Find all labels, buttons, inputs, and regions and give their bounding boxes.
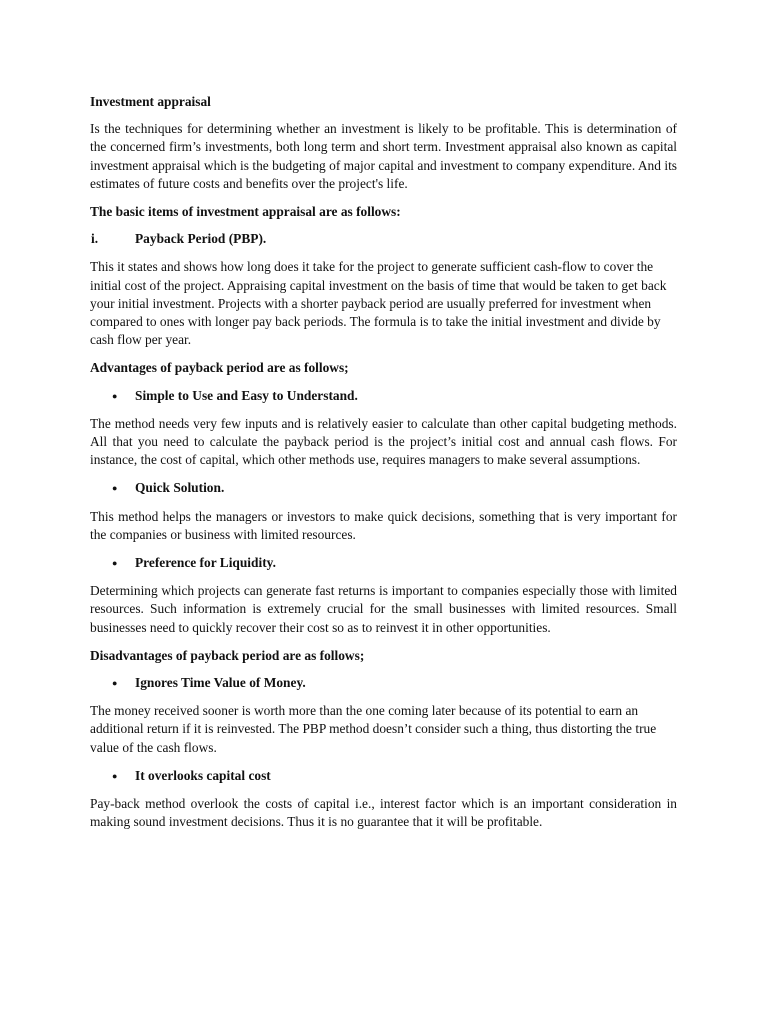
- basic-items-heading: The basic items of investment appraisal are as follows:: [90, 204, 401, 220]
- advantage-bullet-liquidity: [90, 554, 677, 572]
- document-page: [90, 93, 677, 842]
- bullet-title: Ignores Time Value of Money.: [135, 675, 306, 691]
- bullet-title: Quick Solution.: [135, 480, 225, 496]
- bullet-title: Simple to Use and Easy to Understand.: [135, 387, 358, 403]
- advantage-paragraph-liquidity: Determining which projects can generate fast returns is important to companies especially those with limited resources. Such information is extremely crucial for the small businesses with limited resources. Small businesses need to quickly recover their cost so as to reinvest it in other opportunities.: [90, 583, 677, 635]
- bullet-icon: ●: [112, 678, 118, 689]
- advantage-bullet-simple: [90, 387, 677, 405]
- bullet-icon: ●: [112, 770, 118, 781]
- bullet-icon: ●: [112, 390, 118, 401]
- intro-paragraph: Is the techniques for determining whether an investment is likely to be profitable. This is determination of the concerned firm’s investments, both long term and short term. Investment appraisal also known as capital investment appraisal which is the budgeting of major capital and investment to company expenditure. And its estimates of future costs and benefits over the project's life.: [90, 121, 677, 191]
- bullet-title: It overlooks capital cost: [135, 767, 271, 783]
- numbered-item-payback-period: [90, 230, 677, 248]
- bullet-title: Preference for Liquidity.: [135, 555, 276, 571]
- disadvantage-bullet-capital-cost: [90, 767, 677, 785]
- document-title: Investment appraisal: [90, 94, 211, 109]
- advantage-paragraph-quick: This method helps the managers or investors to make quick decisions, something that is very important for the companies or business with limited resources.: [90, 508, 677, 542]
- bullet-icon: ●: [112, 483, 118, 494]
- advantages-heading: Advantages of payback period are as follows;: [90, 360, 349, 376]
- item-label: Payback Period (PBP).: [135, 231, 267, 247]
- disadvantages-heading: Disadvantages of payback period are as follows;: [90, 647, 365, 663]
- item-number: i.: [91, 231, 99, 247]
- advantage-bullet-quick: [90, 479, 677, 497]
- disadvantage-paragraph-capital-cost: Pay-back method overlook the costs of capital i.e., interest factor which is an important consideration in making sound investment decisions. Thus it is no guarantee that it will be profitable.: [90, 796, 677, 830]
- pbp-description-paragraph: This it states and shows how long does it take for the project to generate sufficient cash-flow to cover the initial cost of the project. Appraising capital investment on the basis of time that would be taken to get back your initial investment. Projects with a shorter payback period are usually preferred for investment when compared to ones with longer pay back periods. The formula is to take the initial investment and divide by cash flow per year.: [90, 259, 667, 348]
- disadvantage-bullet-time-value: [90, 674, 677, 692]
- advantage-paragraph-simple: The method needs very few inputs and is relatively easier to calculate than other capital budgeting methods. All that you need to calculate the payback period is the project’s initial cost and annual cash flows. For instance, the cost of capital, which other methods use, requires managers to make several assumptions.: [90, 415, 677, 468]
- disadvantage-paragraph-time-value: The money received sooner is worth more than the one coming later because of its potential to earn an additional return if it is reinvested. The PBP method doesn’t consider such a thing, thus distorting the true value of the cash flows.: [90, 703, 657, 755]
- bullet-icon: ●: [112, 558, 118, 569]
